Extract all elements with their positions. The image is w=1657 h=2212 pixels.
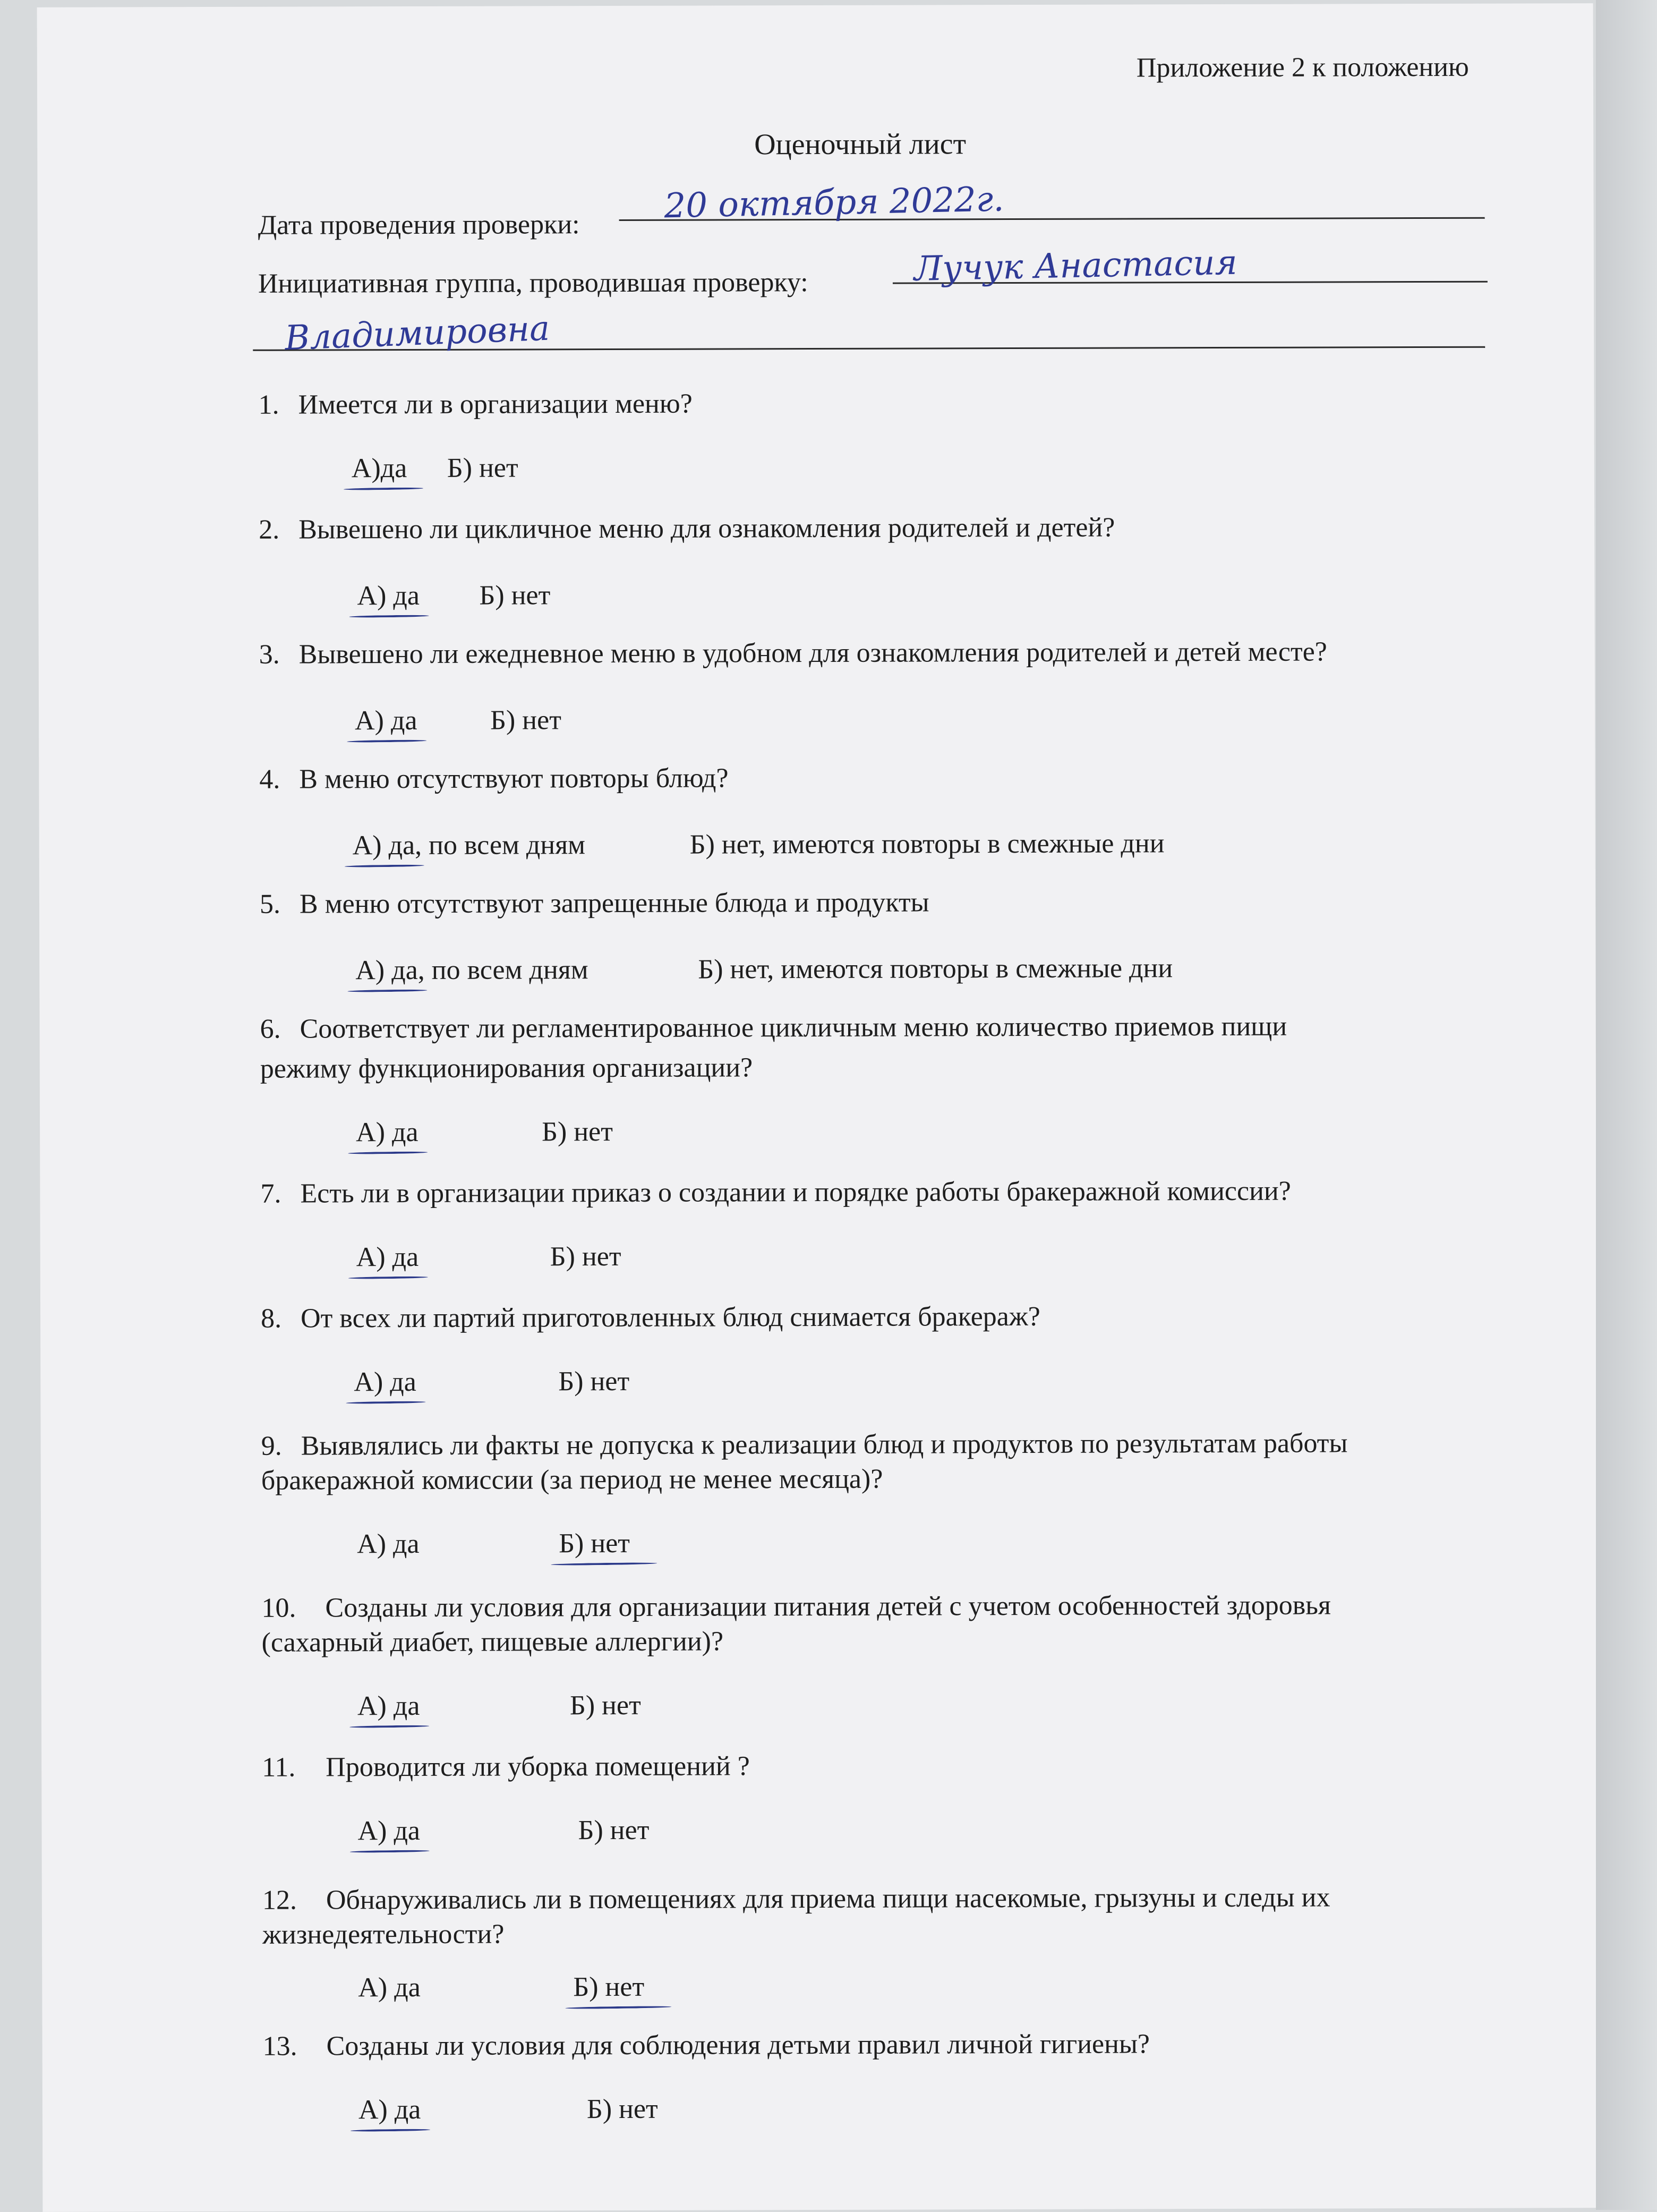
answer-option-b[interactable]: Б) нет, имеются повторы в смежные дни [689,828,1165,860]
appendix-note: Приложение 2 к положению [1136,52,1469,83]
question-number: 5. [259,889,281,920]
answer-option-a[interactable]: А) да [354,1366,416,1398]
answer-option-a[interactable]: А) да [356,1117,418,1148]
answer-option-b[interactable]: Б) нет [573,1971,645,2003]
group-handwritten-2: Владимировна [284,309,551,359]
question-text: Созданы ли условия для соблюдения детьми правил личной гигиены? [326,2029,1150,2062]
selected-answer-underline [349,1725,429,1728]
question-text: В меню отсутствуют повторы блюд? [299,763,729,795]
selected-answer-underline [348,1151,428,1154]
question-text: Проводится ли уборка помещений ? [326,1751,750,1783]
question-text: От всех ли партий приготовленных блюд снимается бракераж? [300,1301,1040,1334]
question-text-continued: бракеражной комиссии (за период не менее месяца)? [261,1464,883,1496]
answer-option-a[interactable]: А) да [356,1241,419,1273]
group-handwritten-1: Лучук Анастасия [913,243,1238,289]
question-number: 8. [260,1303,282,1334]
answer-option-b[interactable]: Б) нет [586,2094,658,2125]
question-number: 3. [259,639,280,670]
answer-option-a[interactable]: А) да [357,1690,420,1722]
question-number: 11. [262,1752,296,1783]
selected-answer-underline [350,1850,430,1853]
selected-answer-underline [351,2129,430,2132]
selected-answer-underline [349,615,429,618]
answer-option-b[interactable]: Б) нет, имеются повторы в смежные дни [698,953,1173,985]
document-title: Оценочный лист [754,127,967,161]
answer-option-b[interactable]: Б) нет [542,1117,613,1147]
answer-option-b[interactable]: Б) нет [479,580,551,611]
selected-answer-underline [348,1276,428,1279]
question-text: Вывешено ли ежедневное меню в удобном для ознакомления родителей и детей месте? [298,636,1327,670]
answer-option-b[interactable]: Б) нет [550,1241,621,1272]
answer-option-a[interactable]: А)да [351,453,407,484]
question-number: 1. [258,389,279,420]
question-text: Созданы ли условия для организации питания детей с учетом особенностей здоровья [325,1590,1331,1623]
question-number: 13. [262,2031,297,2062]
question-text: Вывешено ли цикличное меню для ознакомления родителей и детей? [298,512,1115,545]
question-text-continued: жизнедеятельности? [262,1919,505,1950]
date-label: Дата проведения проверки: [258,209,580,241]
selected-answer-underline [565,2006,671,2010]
answer-option-b[interactable]: Б) нет [447,453,518,483]
question-number: 12. [262,1885,297,1916]
question-text: Обнаруживались ли в помещениях для приема пищи насекомые, грызуны и следы их [326,1882,1330,1916]
question-number: 10. [261,1593,296,1623]
answer-option-a[interactable]: А) да [357,1815,421,1847]
question-number: 7. [260,1178,281,1209]
question-number: 9. [261,1431,282,1461]
question-text: Есть ли в организации приказ о создании и порядке работы бракеражной комиссии? [300,1176,1291,1209]
answer-option-a[interactable]: А) да, по всем дням [352,830,586,861]
question-text: Выявлялись ли факты не допуска к реализации блюд и продуктов по результатам работы [301,1428,1348,1461]
answer-option-a[interactable]: А) да [358,1972,421,2003]
answer-option-a[interactable]: А) да, по всем дням [355,955,588,986]
answer-option-a[interactable]: А) да [357,580,420,611]
answer-option-b[interactable]: Б) нет [490,705,561,736]
selected-answer-underline [347,739,426,743]
selected-answer-underline [347,989,427,992]
question-text: В меню отсутствуют запрещенные блюда и продукты [299,887,929,920]
answer-option-b[interactable]: Б) нет [569,1690,641,1721]
question-number: 6. [260,1014,281,1044]
answer-option-a[interactable]: А) да [355,705,417,736]
question-text-continued: режиму функционирования организации? [260,1052,753,1084]
answer-option-a[interactable]: А) да [358,2094,421,2125]
document-sheet [37,3,1599,2212]
question-text-continued: (сахарный диабет, пищевые аллергии)? [261,1626,724,1658]
answer-option-b[interactable]: Б) нет [558,1366,630,1397]
selected-answer-underline [344,487,423,490]
question-text: Соответствует ли регламентированное цикличным меню количество приемов пищи [300,1011,1287,1044]
question-text: Имеется ли в организации меню? [298,388,693,420]
group-label: Инициативная группа, проводившая проверку: [258,267,808,299]
answer-option-a[interactable]: А) да [357,1528,420,1560]
selected-answer-underline [346,1401,425,1404]
selected-answer-underline [345,864,424,867]
answer-option-b[interactable]: Б) нет [559,1528,630,1559]
question-number: 4. [259,764,280,795]
paper-edge-shadow [1596,0,1657,2210]
date-handwritten: 20 октября 2022г. [663,180,1005,226]
answer-option-b[interactable]: Б) нет [578,1815,650,1846]
question-number: 2. [259,514,280,545]
selected-answer-underline [551,1562,657,1566]
